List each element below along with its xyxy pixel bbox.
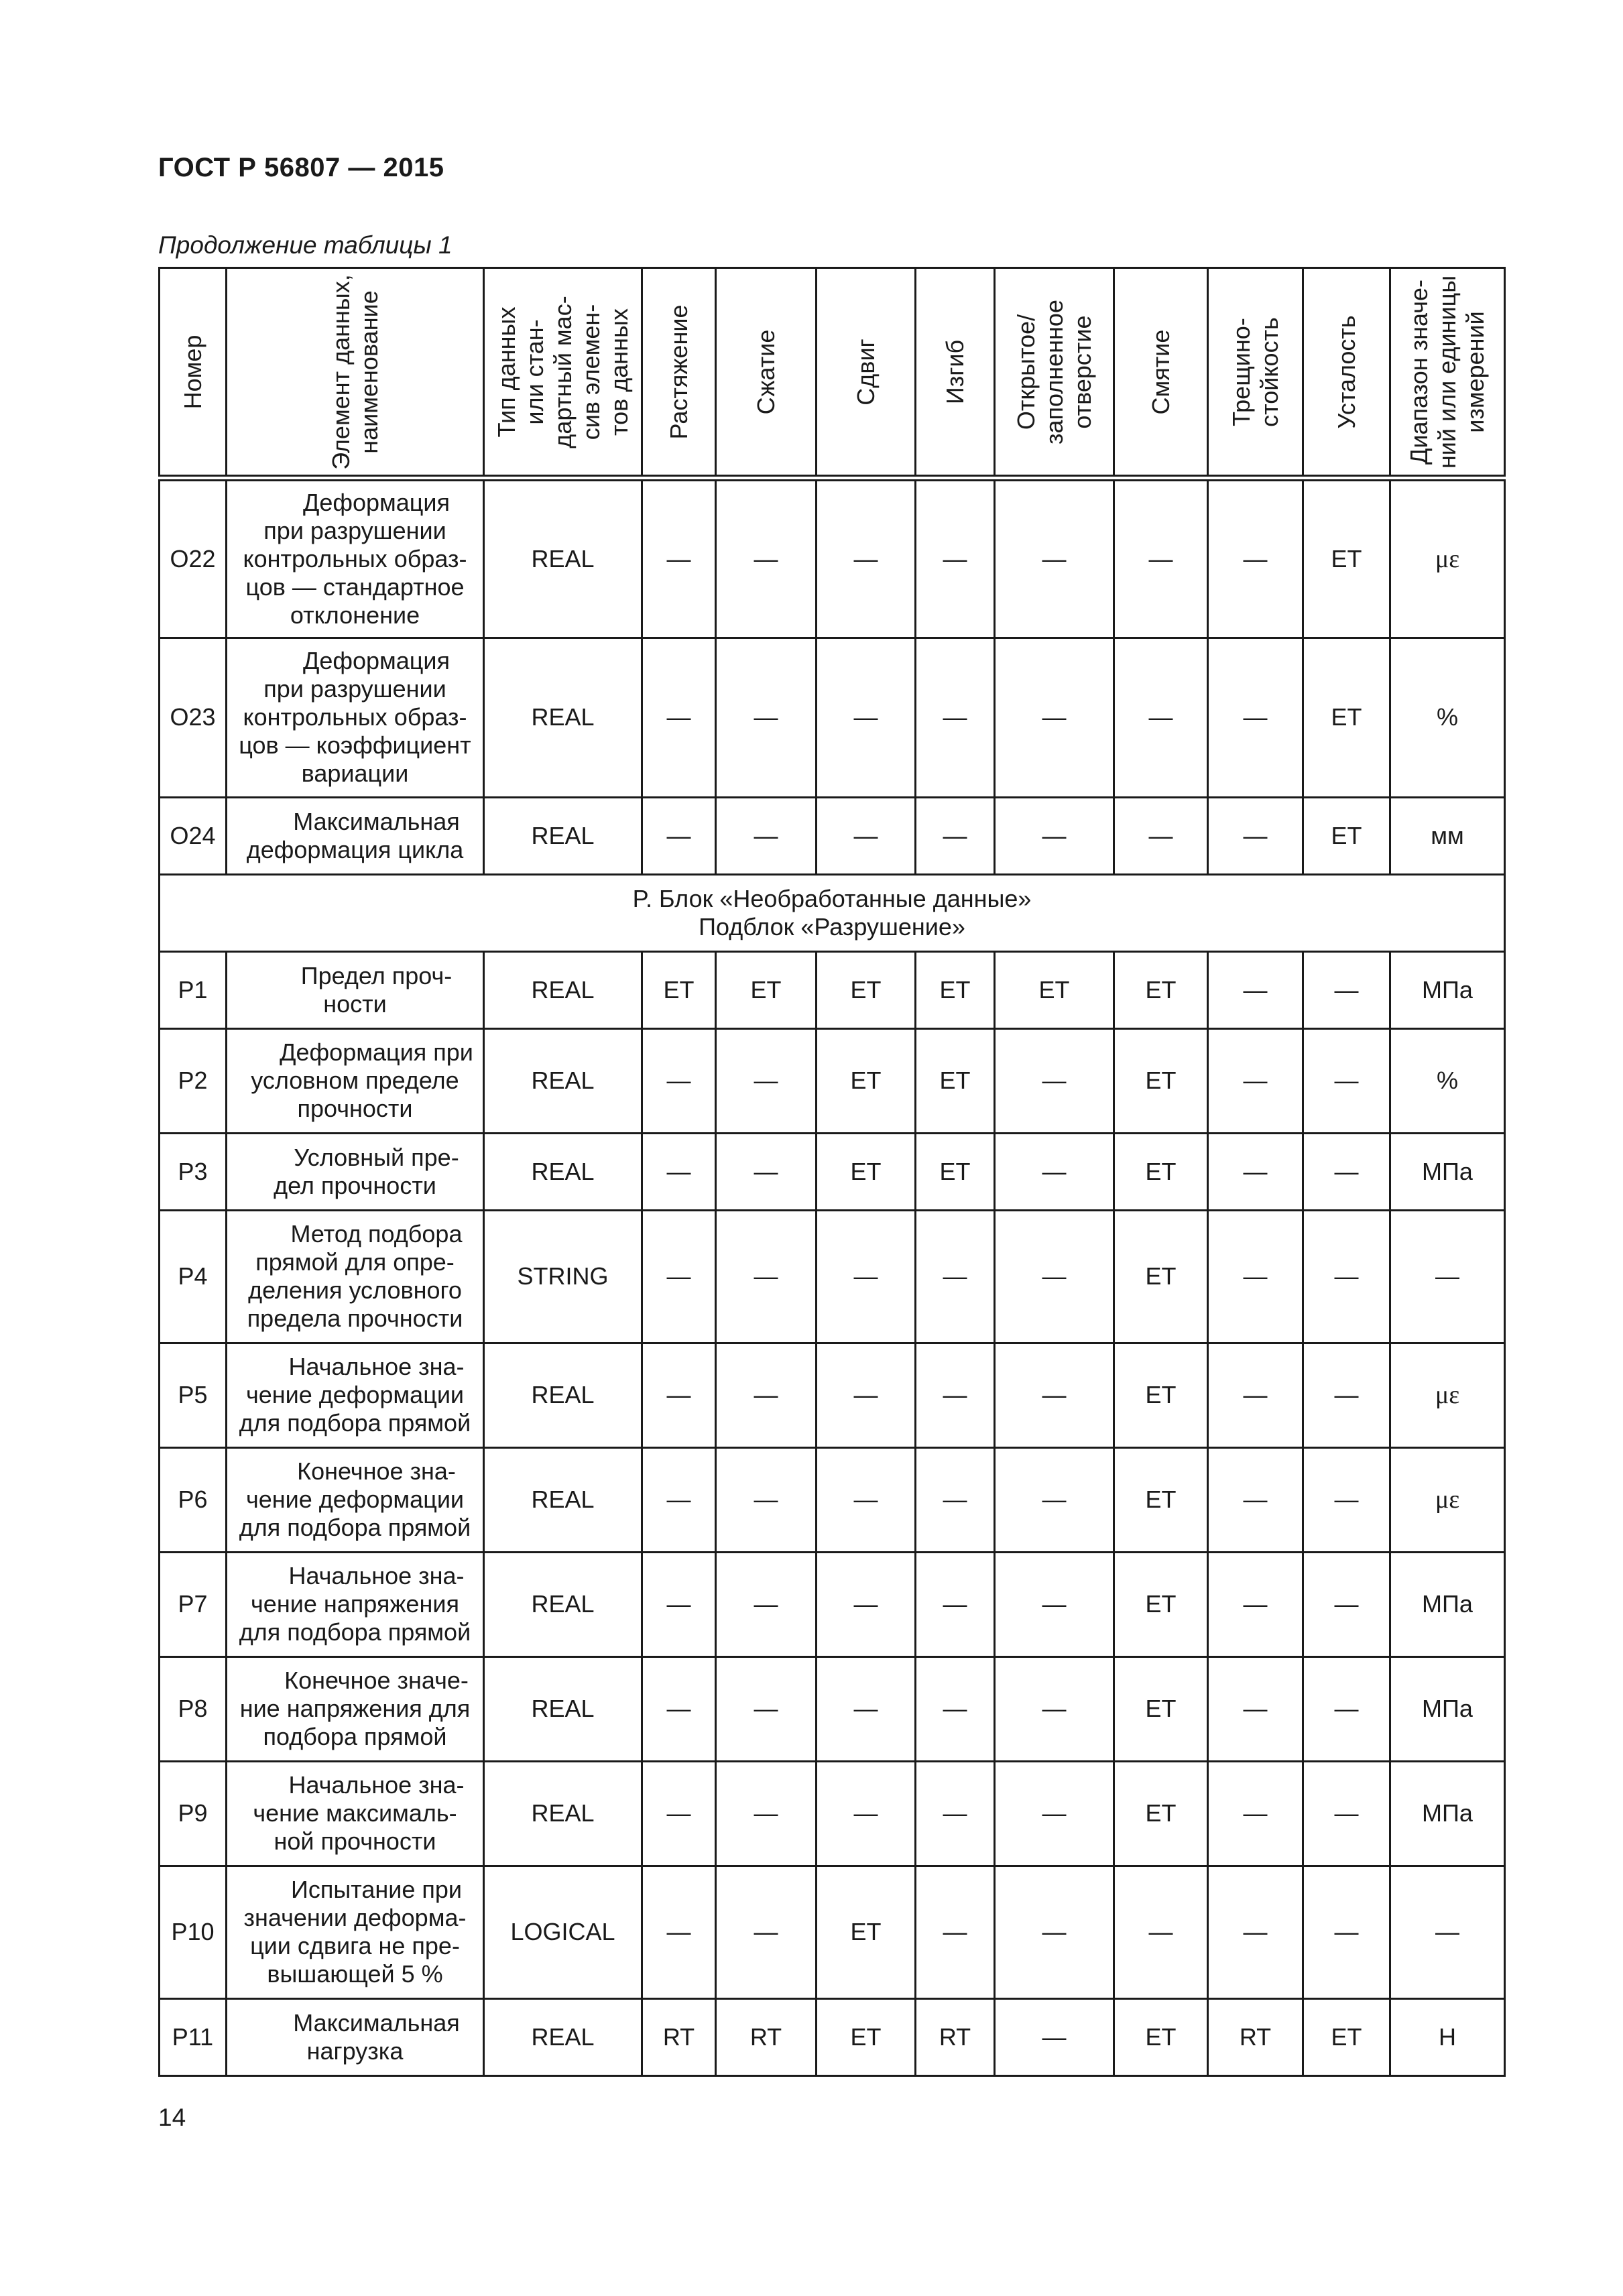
- test-applicability: —: [995, 1210, 1114, 1343]
- column-header-line: тов данных: [605, 308, 633, 436]
- row-number: P4: [160, 1210, 227, 1343]
- test-applicability: ET: [716, 951, 817, 1028]
- data-type: REAL: [484, 951, 642, 1028]
- section-title-line: Подблок «Разрушение»: [699, 912, 965, 941]
- element-name-line: чение напряжения: [251, 1590, 459, 1618]
- table-row: [160, 1998, 1505, 2075]
- data-type: REAL: [484, 1761, 642, 1866]
- element-name-line: Деформация: [302, 647, 450, 674]
- test-applicability: —: [1208, 638, 1303, 797]
- element-name-line: деформация цикла: [246, 835, 464, 863]
- column-header-line: Растяжение: [664, 304, 693, 439]
- table-row: [160, 1866, 1505, 1998]
- column-header-line: измерений: [1461, 310, 1489, 433]
- unit: Н: [1390, 1998, 1505, 2075]
- column-header-line: Открытое/: [1012, 314, 1040, 430]
- row-number: P9: [160, 1761, 227, 1866]
- column-header-line: заполненное: [1040, 299, 1068, 444]
- test-applicability: —: [1303, 1656, 1390, 1761]
- test-applicability: ET: [916, 1028, 995, 1133]
- unit: МПа: [1390, 1133, 1505, 1210]
- unit: με: [1390, 1343, 1505, 1447]
- unit: —: [1390, 1866, 1505, 1998]
- unit: МПа: [1390, 1656, 1505, 1761]
- table-row: [160, 1028, 1505, 1133]
- column-header-line: Тип данных: [492, 306, 520, 437]
- element-name-line: прямой для опре-: [255, 1248, 455, 1276]
- test-applicability: —: [916, 478, 995, 638]
- column-header: [916, 268, 995, 479]
- row-number: P1: [160, 951, 227, 1028]
- test-applicability: ET: [1114, 951, 1208, 1028]
- test-applicability: ET: [1114, 1028, 1208, 1133]
- row-number: P2: [160, 1028, 227, 1133]
- table-row: [160, 1656, 1505, 1761]
- table-row: [160, 1210, 1505, 1343]
- element-name-line: Метод подбора: [290, 1220, 463, 1248]
- test-applicability: ET: [916, 951, 995, 1028]
- element-name: [227, 1028, 484, 1133]
- test-applicability: —: [817, 797, 916, 874]
- element-name-line: чение максималь-: [253, 1799, 457, 1827]
- test-applicability: ET: [1114, 1133, 1208, 1210]
- section-title-line: P. Блок «Необработанные данные»: [632, 884, 1032, 912]
- test-applicability: ET: [817, 1133, 916, 1210]
- element-name-line: Испытание при: [291, 1876, 462, 1903]
- element-name-line: Начальное зна-: [288, 1562, 465, 1589]
- element-name: [227, 1343, 484, 1447]
- element-name: [227, 1210, 484, 1343]
- column-header-line: Смятие: [1146, 329, 1175, 414]
- test-applicability: —: [995, 478, 1114, 638]
- column-header-line: Трещино-: [1227, 317, 1255, 426]
- unit: %: [1390, 638, 1505, 797]
- test-applicability: —: [642, 1656, 716, 1761]
- column-header-line: Усталость: [1332, 314, 1360, 429]
- data-type: REAL: [484, 1656, 642, 1761]
- test-applicability: —: [995, 1761, 1114, 1866]
- test-applicability: —: [716, 1210, 817, 1343]
- test-applicability: —: [1303, 1866, 1390, 1998]
- data-type: REAL: [484, 1343, 642, 1447]
- table-row: [160, 1552, 1505, 1656]
- column-header-line: Изгиб: [941, 339, 969, 404]
- test-applicability: —: [916, 1656, 995, 1761]
- unit: με: [1390, 1447, 1505, 1552]
- element-name-line: предела прочности: [247, 1305, 463, 1332]
- element-name-line: Конечное значе-: [284, 1667, 469, 1694]
- test-applicability: —: [817, 1552, 916, 1656]
- element-name-line: контрольных образ-: [243, 703, 467, 731]
- test-applicability: —: [1208, 797, 1303, 874]
- test-applicability: —: [916, 1866, 995, 1998]
- row-number: P10: [160, 1866, 227, 1998]
- element-name-line: Начальное зна-: [288, 1353, 465, 1380]
- test-applicability: —: [1208, 1210, 1303, 1343]
- test-applicability: —: [995, 1133, 1114, 1210]
- test-applicability: —: [817, 638, 916, 797]
- column-header: [227, 268, 484, 479]
- test-applicability: —: [1208, 1552, 1303, 1656]
- column-header: [484, 268, 642, 479]
- row-number: O22: [160, 478, 227, 638]
- element-name-line: деления условного: [248, 1276, 462, 1304]
- element-name-line: чение деформации: [245, 1486, 465, 1513]
- test-applicability: ET: [1114, 1447, 1208, 1552]
- test-applicability: ET: [1114, 1656, 1208, 1761]
- data-type: LOGICAL: [484, 1866, 642, 1998]
- column-header-line: дартный мас-: [548, 295, 577, 448]
- element-name-line: при разрушении: [263, 516, 446, 544]
- test-applicability: —: [716, 638, 817, 797]
- test-applicability: —: [716, 1552, 817, 1656]
- test-applicability: —: [995, 1028, 1114, 1133]
- test-applicability: —: [1303, 1210, 1390, 1343]
- unit: МПа: [1390, 1552, 1505, 1656]
- test-applicability: —: [642, 478, 716, 638]
- test-applicability: —: [642, 1210, 716, 1343]
- column-header-line: стойкость: [1255, 316, 1283, 427]
- column-header-line: сив элемен-: [577, 304, 605, 440]
- test-applicability: ET: [1114, 1761, 1208, 1866]
- unit: —: [1390, 1210, 1505, 1343]
- column-header-line: Диапазон значе-: [1405, 279, 1433, 465]
- test-applicability: —: [642, 1028, 716, 1133]
- element-name-line: дел прочности: [274, 1171, 436, 1199]
- row-number: P6: [160, 1447, 227, 1552]
- row-number: P8: [160, 1656, 227, 1761]
- element-name: [227, 951, 484, 1028]
- column-header-line: Элемент данных,: [326, 274, 355, 470]
- test-applicability: ET: [1303, 638, 1390, 797]
- test-applicability: —: [1114, 638, 1208, 797]
- test-applicability: —: [642, 797, 716, 874]
- row-number: P5: [160, 1343, 227, 1447]
- test-applicability: —: [995, 1447, 1114, 1552]
- test-applicability: —: [1208, 1866, 1303, 1998]
- unit: %: [1390, 1028, 1505, 1133]
- test-applicability: —: [995, 638, 1114, 797]
- test-applicability: —: [1303, 1028, 1390, 1133]
- test-applicability: ET: [916, 1133, 995, 1210]
- test-applicability: —: [1208, 951, 1303, 1028]
- test-applicability: ET: [817, 1866, 916, 1998]
- test-applicability: —: [995, 1343, 1114, 1447]
- element-name-line: при разрушении: [263, 675, 446, 703]
- test-applicability: RT: [916, 1998, 995, 2075]
- test-applicability: —: [1303, 1761, 1390, 1866]
- data-elements-table: [158, 267, 1506, 2077]
- test-applicability: —: [916, 638, 995, 797]
- test-applicability: —: [716, 1761, 817, 1866]
- document-code: ГОСТ Р 56807 — 2015: [158, 153, 444, 182]
- test-applicability: —: [642, 1552, 716, 1656]
- element-name-line: цов — стандартное: [245, 572, 465, 601]
- table-row: [160, 951, 1505, 1028]
- test-applicability: —: [995, 1552, 1114, 1656]
- element-name-line: ной прочности: [274, 1827, 436, 1855]
- test-applicability: ET: [817, 1028, 916, 1133]
- element-name-line: Конечное зна-: [297, 1457, 456, 1485]
- test-applicability: —: [995, 1656, 1114, 1761]
- element-name-line: ции сдвига не пре-: [250, 1932, 460, 1959]
- table-row: [160, 797, 1505, 874]
- row-number: O24: [160, 797, 227, 874]
- table-caption: Продолжение таблицы 1: [158, 231, 453, 259]
- row-number: P11: [160, 1998, 227, 2075]
- test-applicability: —: [716, 1447, 817, 1552]
- element-name-line: цов — коэффициент: [239, 731, 471, 759]
- element-name-line: для подбора прямой: [239, 1514, 471, 1541]
- data-type: REAL: [484, 1998, 642, 2075]
- element-name-line: вышающей 5 %: [267, 1960, 443, 1988]
- element-name-line: отклонение: [290, 601, 420, 629]
- table-row: [160, 638, 1505, 797]
- test-applicability: ET: [995, 951, 1114, 1028]
- test-applicability: ET: [817, 1998, 916, 2075]
- element-name-line: условном пределе: [251, 1067, 459, 1094]
- test-applicability: —: [1208, 1447, 1303, 1552]
- page-number: 14: [158, 2104, 186, 2131]
- column-header: [716, 268, 817, 479]
- element-name-line: нагрузка: [306, 2037, 404, 2065]
- test-applicability: —: [817, 1656, 916, 1761]
- test-applicability: —: [1208, 1343, 1303, 1447]
- data-type: REAL: [484, 478, 642, 638]
- test-applicability: ET: [817, 951, 916, 1028]
- column-header: [1390, 268, 1505, 479]
- data-type: REAL: [484, 1133, 642, 1210]
- element-name-line: подбора прямой: [263, 1723, 447, 1750]
- element-name-line: для подбора прямой: [239, 1409, 471, 1437]
- test-applicability: —: [1303, 951, 1390, 1028]
- element-name: [227, 478, 484, 638]
- test-applicability: —: [716, 797, 817, 874]
- test-applicability: RT: [1208, 1998, 1303, 2075]
- column-header: [1303, 268, 1390, 479]
- data-type: REAL: [484, 1447, 642, 1552]
- column-header-line: Сдвиг: [851, 338, 880, 406]
- element-name-line: ние напряжения для: [239, 1695, 471, 1722]
- test-applicability: —: [716, 1343, 817, 1447]
- test-applicability: —: [817, 1210, 916, 1343]
- column-header: [1208, 268, 1303, 479]
- test-applicability: —: [916, 1552, 995, 1656]
- test-applicability: —: [642, 1133, 716, 1210]
- test-applicability: —: [817, 1761, 916, 1866]
- data-type: REAL: [484, 797, 642, 874]
- test-applicability: —: [1303, 1447, 1390, 1552]
- test-applicability: —: [1303, 1343, 1390, 1447]
- column-header-line: ний или единицы: [1433, 275, 1461, 469]
- test-applicability: —: [995, 797, 1114, 874]
- column-header-line: или стан-: [520, 318, 548, 425]
- data-type: REAL: [484, 1028, 642, 1133]
- test-applicability: —: [1208, 1656, 1303, 1761]
- unit: мм: [1390, 797, 1505, 874]
- test-applicability: —: [1303, 1552, 1390, 1656]
- test-applicability: —: [716, 1133, 817, 1210]
- table-header-row: [160, 268, 1505, 479]
- element-name: [227, 1761, 484, 1866]
- element-name-line: значении деформа-: [243, 1904, 467, 1931]
- data-type: REAL: [484, 1552, 642, 1656]
- row-number: O23: [160, 638, 227, 797]
- column-header-line: отверстие: [1068, 314, 1096, 429]
- test-applicability: —: [1208, 1761, 1303, 1866]
- test-applicability: ET: [642, 951, 716, 1028]
- test-applicability: —: [995, 1998, 1114, 2075]
- element-name-line: Деформация: [302, 488, 450, 516]
- test-applicability: —: [817, 478, 916, 638]
- column-header: [160, 268, 227, 479]
- test-applicability: —: [916, 1343, 995, 1447]
- test-applicability: ET: [1303, 1998, 1390, 2075]
- element-name: [227, 1656, 484, 1761]
- unit: МПа: [1390, 951, 1505, 1028]
- test-applicability: —: [817, 1447, 916, 1552]
- test-applicability: —: [1114, 797, 1208, 874]
- element-name-line: Максимальная: [293, 2008, 460, 2037]
- row-number: P7: [160, 1552, 227, 1656]
- unit: με: [1390, 478, 1505, 638]
- element-name-line: вариации: [301, 760, 409, 787]
- test-applicability: —: [716, 478, 817, 638]
- element-name-line: Максимальная: [293, 807, 460, 835]
- element-name-line: ности: [323, 989, 387, 1018]
- test-applicability: —: [1208, 1133, 1303, 1210]
- element-name-line: чение деформации: [245, 1381, 465, 1408]
- unit: МПа: [1390, 1761, 1505, 1866]
- test-applicability: RT: [716, 1998, 817, 2075]
- element-name: [227, 1998, 484, 2075]
- element-name-line: прочности: [297, 1095, 413, 1122]
- test-applicability: —: [1114, 478, 1208, 638]
- table-row: [160, 1343, 1505, 1447]
- test-applicability: ET: [1303, 478, 1390, 638]
- test-applicability: —: [1208, 1028, 1303, 1133]
- test-applicability: —: [716, 1656, 817, 1761]
- element-name: [227, 1447, 484, 1552]
- test-applicability: —: [716, 1028, 817, 1133]
- column-header-line: Номер: [178, 335, 206, 409]
- test-applicability: RT: [642, 1998, 716, 2075]
- element-name: [227, 1133, 484, 1210]
- column-header-line: наименование: [355, 290, 383, 454]
- column-header: [642, 268, 716, 479]
- table-row: [160, 478, 1505, 638]
- column-header: [1114, 268, 1208, 479]
- element-name-line: Условный пре-: [294, 1143, 459, 1171]
- test-applicability: —: [916, 1761, 995, 1866]
- test-applicability: —: [642, 1761, 716, 1866]
- section-row: [160, 874, 1505, 951]
- data-type: STRING: [484, 1210, 642, 1343]
- test-applicability: —: [1114, 1866, 1208, 1998]
- element-name-line: Предел проч-: [300, 961, 453, 989]
- element-name: [227, 797, 484, 874]
- test-applicability: ET: [1303, 797, 1390, 874]
- test-applicability: —: [642, 1866, 716, 1998]
- column-header-line: Сжатие: [752, 329, 780, 414]
- test-applicability: —: [1208, 478, 1303, 638]
- element-name: [227, 1552, 484, 1656]
- data-type: REAL: [484, 638, 642, 797]
- element-name: [227, 1866, 484, 1998]
- section-title: [160, 874, 1505, 951]
- element-name-line: Деформация при: [280, 1038, 473, 1066]
- row-number: P3: [160, 1133, 227, 1210]
- test-applicability: —: [916, 1447, 995, 1552]
- table-row: [160, 1761, 1505, 1866]
- table-row: [160, 1133, 1505, 1210]
- test-applicability: —: [1303, 1133, 1390, 1210]
- test-applicability: ET: [1114, 1210, 1208, 1343]
- test-applicability: ET: [1114, 1998, 1208, 2075]
- test-applicability: —: [716, 1866, 817, 1998]
- element-name-line: Начальное зна-: [288, 1771, 465, 1799]
- element-name-line: для подбора прямой: [239, 1618, 471, 1646]
- column-header: [817, 268, 916, 479]
- test-applicability: —: [916, 797, 995, 874]
- test-applicability: —: [642, 1343, 716, 1447]
- test-applicability: —: [995, 1866, 1114, 1998]
- column-header: [995, 268, 1114, 479]
- element-name: [227, 638, 484, 797]
- table-body: [160, 478, 1505, 2075]
- test-applicability: —: [642, 638, 716, 797]
- test-applicability: ET: [1114, 1552, 1208, 1656]
- element-name-line: контрольных образ-: [243, 544, 467, 572]
- test-applicability: —: [817, 1343, 916, 1447]
- table-row: [160, 1447, 1505, 1552]
- test-applicability: —: [642, 1447, 716, 1552]
- test-applicability: ET: [1114, 1343, 1208, 1447]
- test-applicability: —: [916, 1210, 995, 1343]
